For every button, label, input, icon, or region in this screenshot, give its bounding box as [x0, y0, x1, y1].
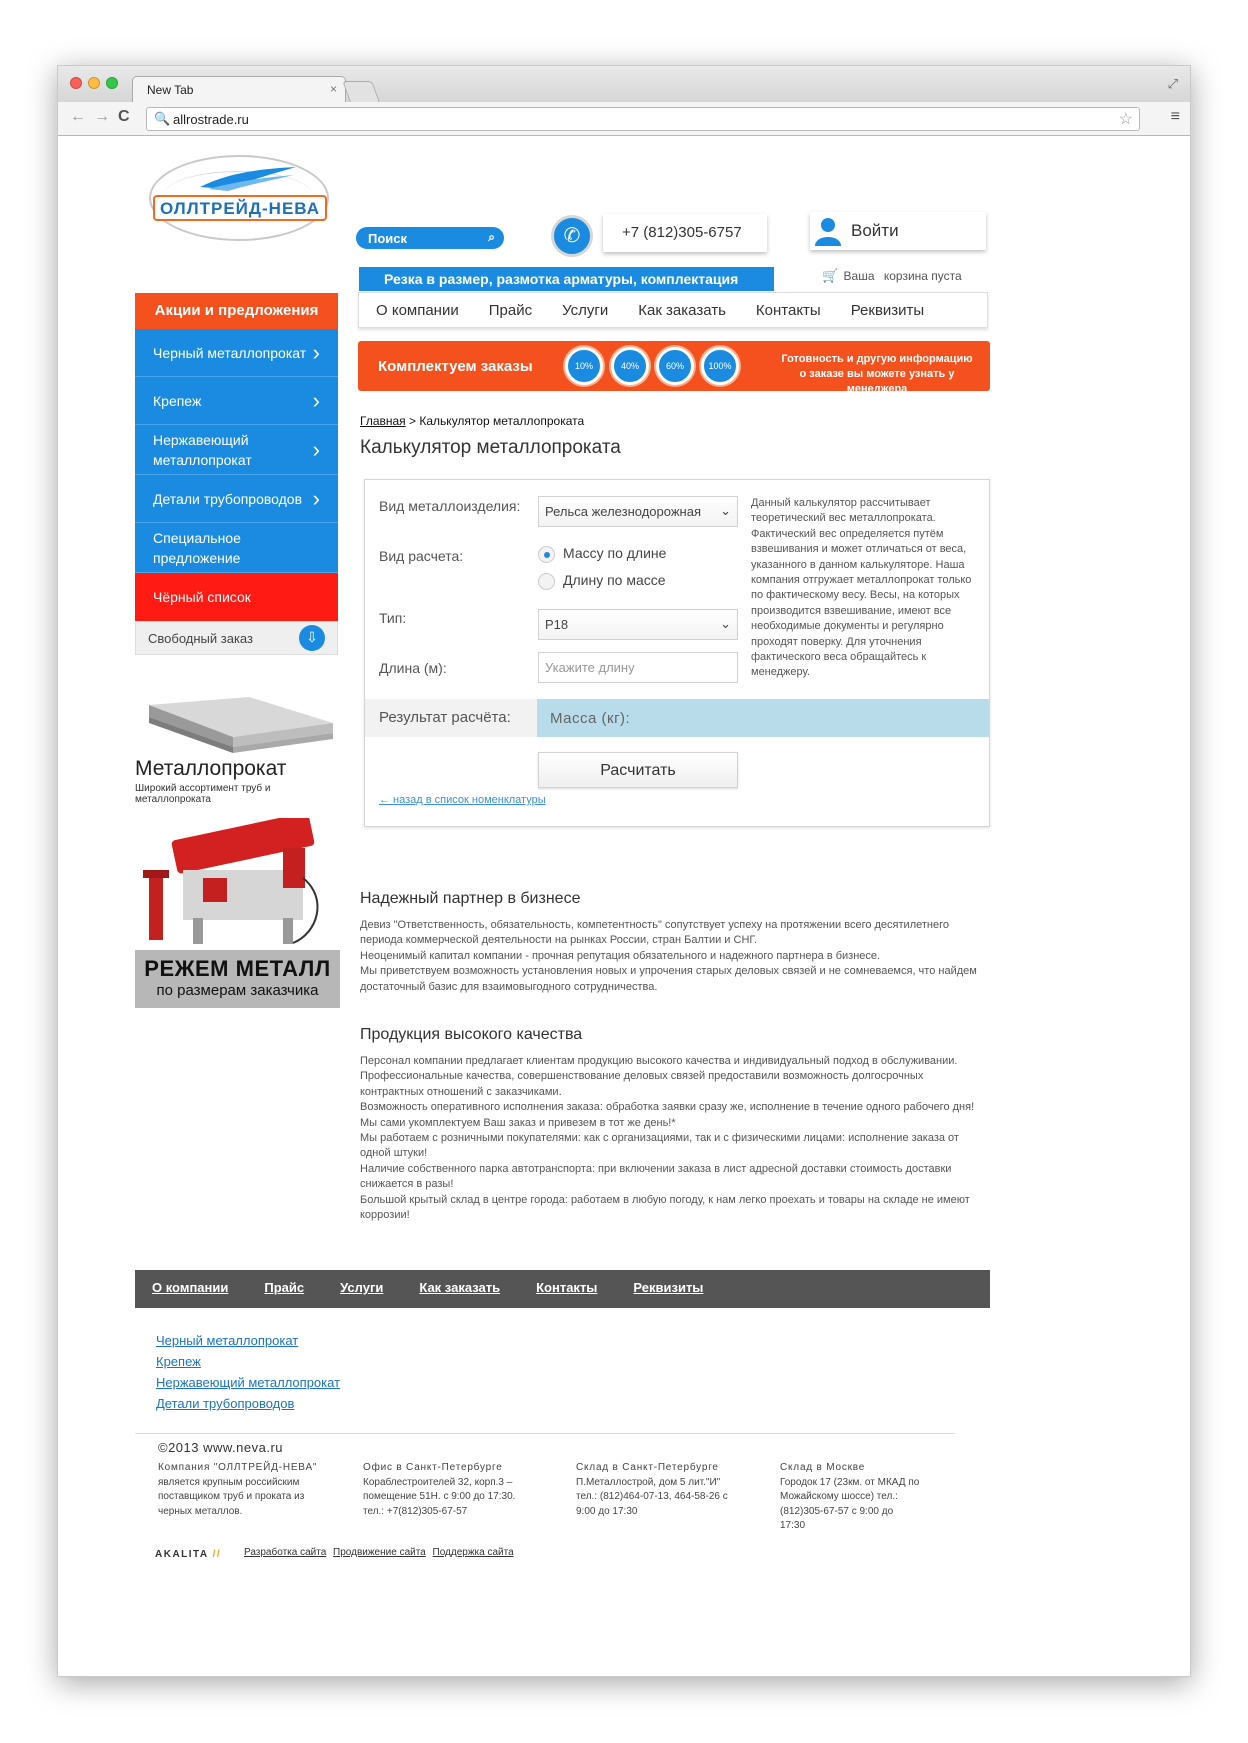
footer-link-fasteners[interactable]: Крепеж [156, 1354, 201, 1369]
chevron-down-icon: ⌄ [720, 503, 731, 518]
kind-value: P18 [545, 617, 569, 632]
chevron-down-icon: ⌄ [720, 616, 731, 631]
footer-col-office [363, 1461, 523, 1519]
back-to-list-link[interactable]: ← назад в список номенклатуры [379, 794, 546, 806]
cart-status[interactable] [822, 268, 962, 284]
sidebar-item-label: Нержавеющий металлопрокат [153, 431, 252, 468]
bandsaw-machine-image [143, 818, 333, 950]
footer-nav-price[interactable]: Прайс [264, 1280, 305, 1295]
zoom-window-button[interactable] [106, 77, 118, 89]
footer-nav [135, 1270, 990, 1308]
footer-nav-requisites[interactable]: Реквизиты [633, 1280, 704, 1295]
paragraph: Наличие собственного парка автотранспорта: при включении заказа в лист адресной доставки стоимость доставки снижается в разы! [360, 1162, 952, 1191]
section-title: Надежный партнер в бизнесе [360, 890, 581, 907]
footer-catalog-links [156, 1333, 340, 1417]
page-title: Калькулятор металлопроката [360, 437, 621, 458]
sidebar-item-special-offer[interactable] [135, 523, 338, 573]
search-placeholder: Поиск [368, 231, 408, 246]
dev-link-promotion[interactable]: Продвижение сайта [333, 1547, 426, 1558]
footer-col-title: Склад в Санкт-Петербурге [576, 1462, 719, 1473]
download-arrow-icon: ⇩ [299, 625, 325, 651]
paragraph: Мы приветствуем возможность установления новых и упрочения старых деловых связей и не сомневаемся, что найдем достаточный базис для взаимовыгодного сотрудничества. [360, 965, 977, 993]
footer-col-text: Городок 17 (23км. от МКАД по Можайскому шоссе) тел.: (812)305-67-57 с 9:00 до 17:30 [780, 1476, 920, 1531]
copyright: ©2013 www.neva.ru [158, 1440, 284, 1455]
logo-wing-icon [198, 165, 298, 191]
nav-contacts[interactable]: Контакты [755, 302, 821, 319]
breadcrumb-current: Калькулятор металлопроката [419, 414, 585, 428]
length-input[interactable]: Укажите длину [538, 652, 738, 683]
result-row [365, 699, 989, 737]
paragraph: Мы сами укомплектуем Ваш заказ и привезем в тот же день!* [360, 1116, 676, 1129]
footer-col-warehouse-spb [576, 1461, 736, 1519]
section-body [360, 1054, 990, 1223]
footer-col-title: Склад в Москве [780, 1462, 866, 1473]
cutting-ad-band [135, 950, 340, 1008]
footer-col-text: П.Металлострой, дом 5 лит."И" тел.: (812)464-07-13, 464-58-26 с 9:00 до 17:30 [576, 1476, 728, 1517]
section-title: Продукция высокого качества [360, 1026, 583, 1043]
paragraph: Персонал компании предлагает клиентам продукцию высокого качества и индивидуальный подход в обслуживании. [360, 1055, 958, 1067]
nav-how-to-order[interactable]: Как заказать [638, 302, 726, 319]
site-logo[interactable]: ОЛЛТРЕЙД-НЕВА [153, 195, 327, 221]
developer-logo-text: AKALITA [155, 1549, 209, 1560]
window-controls [70, 77, 118, 89]
dev-link-development[interactable]: Разработка сайта [244, 1547, 327, 1558]
section-quality [360, 1026, 990, 1223]
sidebar-item-blacklist[interactable] [135, 573, 338, 621]
metal-ad-title: Металлопрокат [135, 757, 287, 780]
forward-icon[interactable]: → [94, 108, 110, 125]
search-icon[interactable]: ⌕ [488, 230, 495, 244]
search-icon: 🔍 [154, 111, 171, 126]
nav-price[interactable]: Прайс [488, 302, 533, 319]
progress-step-60: 60% [656, 347, 694, 385]
sidebar-item-label: Крепеж [153, 392, 202, 409]
cutting-ad-subtitle: по размерам заказчика [156, 982, 319, 999]
minimize-window-button[interactable] [88, 77, 100, 89]
banner-title: Комплектуем заказы [378, 358, 533, 375]
metal-sheets-image [139, 695, 335, 757]
nav-services[interactable]: Услуги [562, 302, 609, 319]
footer-col-text: является крупным российским поставщиком труб и проката из черных металлов. [158, 1476, 305, 1517]
chevron-right-icon: › [312, 436, 320, 462]
section-body [360, 918, 990, 995]
browser-tab[interactable] [132, 76, 346, 102]
url-text: allrostrade.ru [173, 112, 249, 127]
progress-step-100: 100% [701, 347, 739, 385]
cart-label: Ваша [843, 269, 875, 283]
nav-requisites[interactable]: Реквизиты [850, 302, 925, 319]
browser-window [57, 65, 1191, 1677]
radio-label: Длину по массе [563, 572, 666, 588]
sidebar-item-label: Детали трубопроводов [153, 490, 303, 507]
order-progress-banner [358, 341, 990, 395]
calc-mode-length-radio[interactable] [538, 572, 666, 590]
progress-step-40: 40% [611, 347, 649, 385]
product-type-label: Вид металлоизделия: [379, 498, 521, 514]
footer-col-title: Компания "ОЛЛТРЕЙД-НЕВА" [158, 1462, 318, 1473]
section-partner [360, 890, 990, 995]
developer-logo[interactable] [155, 1549, 221, 1560]
sidebar-item-fasteners[interactable] [135, 377, 338, 425]
sidebar-item-black-metal[interactable] [135, 329, 338, 377]
footer-col-company [158, 1461, 328, 1519]
free-order-button[interactable] [135, 621, 338, 655]
close-tab-icon[interactable]: × [329, 82, 337, 96]
bookmark-star-icon[interactable]: ☆ [1118, 111, 1133, 128]
sidebar-item-label: Специальное предложение [153, 529, 241, 566]
banner-info: Готовность и другую информацию о заказе вы можете узнать у менеджера [781, 353, 973, 395]
login-label: Войти [851, 221, 899, 240]
footer-nav-services[interactable]: Услуги [340, 1280, 384, 1295]
sidebar-item-pipe-parts[interactable] [135, 475, 338, 523]
metal-calculator [364, 479, 990, 827]
browser-toolbar [58, 102, 1190, 136]
metal-ad-subtitle: Широкий ассортимент труб и металлопроката [135, 783, 271, 805]
developer-links [244, 1547, 518, 1558]
breadcrumb-home-link[interactable]: Главная [360, 414, 406, 428]
radio-selected-icon [538, 546, 555, 563]
developer-logo-mark: // [212, 1549, 222, 1560]
kind-select[interactable] [538, 609, 738, 640]
product-type-select[interactable] [538, 496, 738, 527]
radio-label: Массу по длине [563, 545, 667, 561]
sidebar-item-stainless[interactable] [135, 425, 338, 475]
cart-empty-text: корзина пуста [883, 269, 962, 283]
progress-step-10: 10% [565, 347, 603, 385]
footer-col-text: Кораблестроителей 32, корп.3 – помещение 51Н. с 9:00 до 17:30. тел.: +7(812)305-67-57 [363, 1476, 516, 1517]
paragraph: Профессиональные качества, совершенствование деловых связей предоставили возможность долгосрочных контрактных отношений с заказчиками. [360, 1070, 924, 1098]
metal-cutting-ad[interactable] [135, 818, 340, 1008]
paragraph: Неоценимый капитал компании - прочная репутация обязательного и надежного партнера в бизнесе. [360, 949, 881, 962]
product-type-value: Рельса железнодорожная [545, 504, 701, 519]
login-button[interactable] [810, 212, 986, 250]
phone-number[interactable]: +7 (812)305-6757 [603, 214, 767, 252]
footer-col-warehouse-msk [780, 1461, 920, 1534]
paragraph: Большой крытый склад в центре города: работаем в любую погоду, к нам легко проехать и товары на складе не имеют коррозии! [360, 1193, 970, 1222]
paragraph: Возможность оперативного исполнения заказа: обработка заявки сразу же, исполнение в течение одного рабочего дня! [360, 1101, 975, 1114]
sidebar [135, 293, 338, 655]
chevron-right-icon: › [312, 387, 320, 413]
calc-mode-label: Вид расчета: [379, 548, 464, 564]
dev-link-support[interactable]: Поддержка сайта [432, 1547, 514, 1558]
fullscreen-icon[interactable]: ⤢ [1167, 76, 1178, 91]
sidebar-header[interactable]: Акции и предложения [135, 293, 338, 329]
back-icon[interactable]: ← [70, 108, 86, 125]
calculator-note: Данный калькулятор рассчитывает теоретический вес металлопроката. Фактический вес определяется путём взвешивания и может отличаться от веса, указанного в данном калькуляторе. Наша компания отгружает металлопрокат только по фактическому весу. Весы, на которых производится взвешивание, имеют все необходимые документы и регулярно проходят поверку. Для уточнения фактического веса обращайтесь к менеджеру. [751, 497, 972, 679]
tab-title: New Tab [147, 83, 194, 97]
length-label: Длина (м): [379, 660, 447, 676]
search-input[interactable] [356, 227, 504, 249]
breadcrumb-separator: > [409, 414, 417, 428]
calc-mode-mass-radio[interactable] [538, 545, 666, 563]
free-order-label: Свободный заказ [148, 630, 253, 646]
footer-nav-about[interactable]: О компании [152, 1280, 229, 1295]
chevron-right-icon: › [312, 339, 320, 365]
footer-nav-contacts[interactable]: Контакты [536, 1280, 598, 1295]
calculate-button[interactable]: Расчитать [538, 752, 738, 788]
paragraph: Мы работаем с розничными покупателями: как с организациями, так и с физическими лицами: исполнение заказа от одной штуки! [360, 1132, 959, 1160]
user-icon [814, 216, 842, 246]
close-window-button[interactable] [70, 77, 82, 89]
promo-bar[interactable]: Резка в размер, размотка арматуры, комплектация [359, 267, 774, 291]
browser-menu-icon[interactable]: ≡ [1170, 108, 1180, 125]
chevron-right-icon: › [312, 485, 320, 511]
result-label: Результат расчёта: [379, 709, 511, 726]
footer-divider [135, 1433, 955, 1434]
result-value: Масса (кг): [537, 699, 989, 737]
footer-link-stainless[interactable]: Нержавеющий металлопрокат [156, 1375, 341, 1390]
reload-icon[interactable]: C [118, 108, 130, 125]
web-page [58, 137, 1191, 1677]
kind-label: Тип: [379, 610, 407, 626]
sidebar-item-label: Черный металлопрокат [153, 344, 307, 361]
footer-link-black-metal[interactable]: Черный металлопрокат [156, 1333, 299, 1348]
address-bar[interactable] [146, 107, 1140, 131]
paragraph: Девиз "Ответственность, обязательность, компетентность" сопутствует успеху на протяжении всего десятилетнего периода коммерческой деятельности на рынках России, стран Балтии и СНГ. [360, 919, 949, 947]
main-nav [358, 292, 988, 328]
browser-tabbar [58, 66, 1190, 102]
radio-empty-icon [538, 573, 555, 590]
new-tab-button[interactable] [342, 81, 380, 102]
sidebar-item-label: Чёрный список [153, 589, 251, 605]
footer-col-title: Офис в Санкт-Петербурге [363, 1462, 503, 1473]
footer-link-pipe-parts[interactable]: Детали трубопроводов [156, 1396, 295, 1411]
breadcrumb [360, 414, 584, 428]
metal-products-ad[interactable] [135, 695, 338, 805]
cutting-ad-title: РЕЖЕМ МЕТАЛЛ [144, 956, 331, 981]
phone-icon: ✆ [551, 215, 593, 257]
cart-icon: 🛒 [822, 268, 839, 283]
nav-about[interactable]: О компании [376, 302, 459, 319]
footer-nav-how-to-order[interactable]: Как заказать [419, 1280, 501, 1295]
